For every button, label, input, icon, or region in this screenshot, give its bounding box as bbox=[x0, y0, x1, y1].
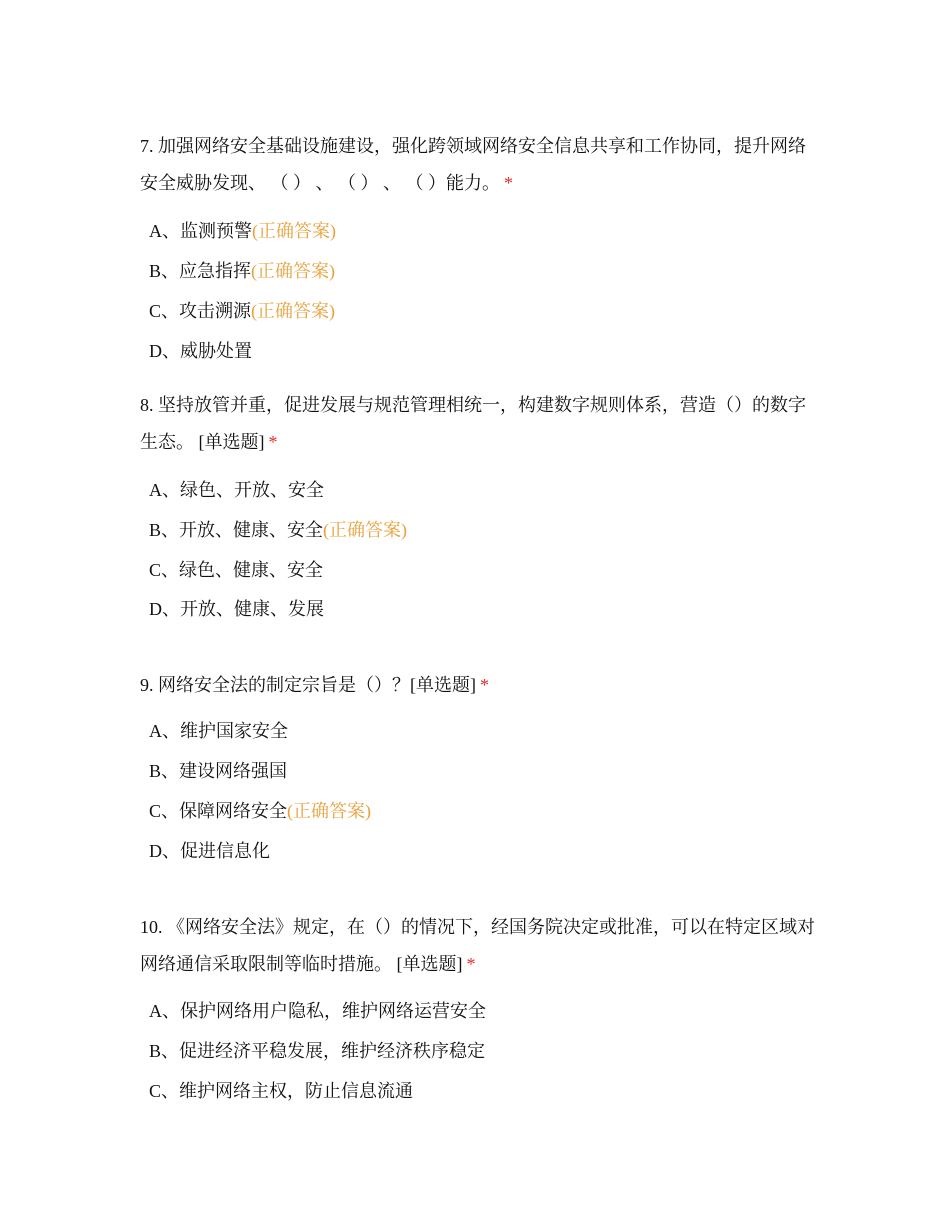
correct-answer-tag: (正确答案) bbox=[251, 301, 336, 321]
option-label: B、建设网络强国 bbox=[149, 761, 288, 781]
option-item[interactable] bbox=[149, 839, 270, 863]
question-text: 10. 《网络安全法》规定，在（）的情况下，经国务院决定或批准，可以在特定区域对网络通信采取限制等临时措施。 [单选题] bbox=[140, 917, 815, 974]
option-label: A、保护网络用户隐私，维护网络运营安全 bbox=[149, 1001, 486, 1021]
option-label: D、促进信息化 bbox=[149, 841, 270, 861]
required-mark: * bbox=[504, 173, 513, 193]
correct-answer-tag: (正确答案) bbox=[287, 801, 372, 821]
option-label: A、监测预警 bbox=[149, 221, 252, 241]
option-item[interactable] bbox=[149, 558, 323, 582]
option-label: A、维护国家安全 bbox=[149, 721, 288, 741]
option-label: B、促进经济平稳发展，维护经济秩序稳定 bbox=[149, 1041, 486, 1061]
option-item[interactable] bbox=[149, 478, 324, 502]
option-label: B、开放、健康、安全 bbox=[149, 520, 324, 540]
correct-answer-tag: (正确答案) bbox=[251, 261, 336, 281]
option-item[interactable] bbox=[149, 999, 486, 1023]
option-item[interactable] bbox=[149, 339, 252, 363]
correct-answer-tag: (正确答案) bbox=[323, 520, 408, 540]
option-item[interactable] bbox=[149, 597, 324, 621]
question-title bbox=[140, 667, 820, 704]
option-label: C、维护网络主权，防止信息流通 bbox=[149, 1081, 414, 1101]
question-text: 7. 加强网络安全基础设施建设，强化跨领域网络安全信息共享和工作协同，提升网络安全威胁发现、 （ ） 、 （ ） 、 （ ）能力。 bbox=[140, 136, 806, 193]
option-item[interactable] bbox=[149, 259, 335, 283]
option-item[interactable] bbox=[149, 1079, 413, 1103]
option-item[interactable] bbox=[149, 1039, 485, 1063]
option-label: D、开放、健康、发展 bbox=[149, 599, 324, 619]
correct-answer-tag: (正确答案) bbox=[252, 221, 336, 241]
question-title bbox=[140, 128, 820, 202]
option-item[interactable] bbox=[149, 219, 336, 243]
question-text: 8. 坚持放管并重，促进发展与规范管理相统一，构建数字规则体系，营造（）的数字生态。 [单选题] bbox=[140, 395, 806, 452]
option-item[interactable] bbox=[149, 299, 335, 323]
option-item[interactable] bbox=[149, 799, 371, 823]
option-item[interactable] bbox=[149, 719, 288, 743]
question-title bbox=[140, 387, 820, 461]
option-label: A、绿色、开放、安全 bbox=[149, 480, 324, 500]
option-label: C、绿色、健康、安全 bbox=[149, 560, 324, 580]
option-item[interactable] bbox=[149, 759, 287, 783]
option-label: B、应急指挥 bbox=[149, 261, 252, 281]
option-item[interactable] bbox=[149, 518, 407, 542]
option-label: C、攻击溯源 bbox=[149, 301, 252, 321]
question-text: 9. 网络安全法的制定宗旨是（）？[单选题] bbox=[140, 675, 476, 695]
option-label: C、保障网络安全 bbox=[149, 801, 288, 821]
question-title bbox=[140, 909, 820, 983]
required-mark: * bbox=[268, 432, 278, 452]
required-mark: * bbox=[466, 954, 476, 974]
option-label: D、威胁处置 bbox=[149, 341, 252, 361]
required-mark: * bbox=[480, 675, 489, 695]
